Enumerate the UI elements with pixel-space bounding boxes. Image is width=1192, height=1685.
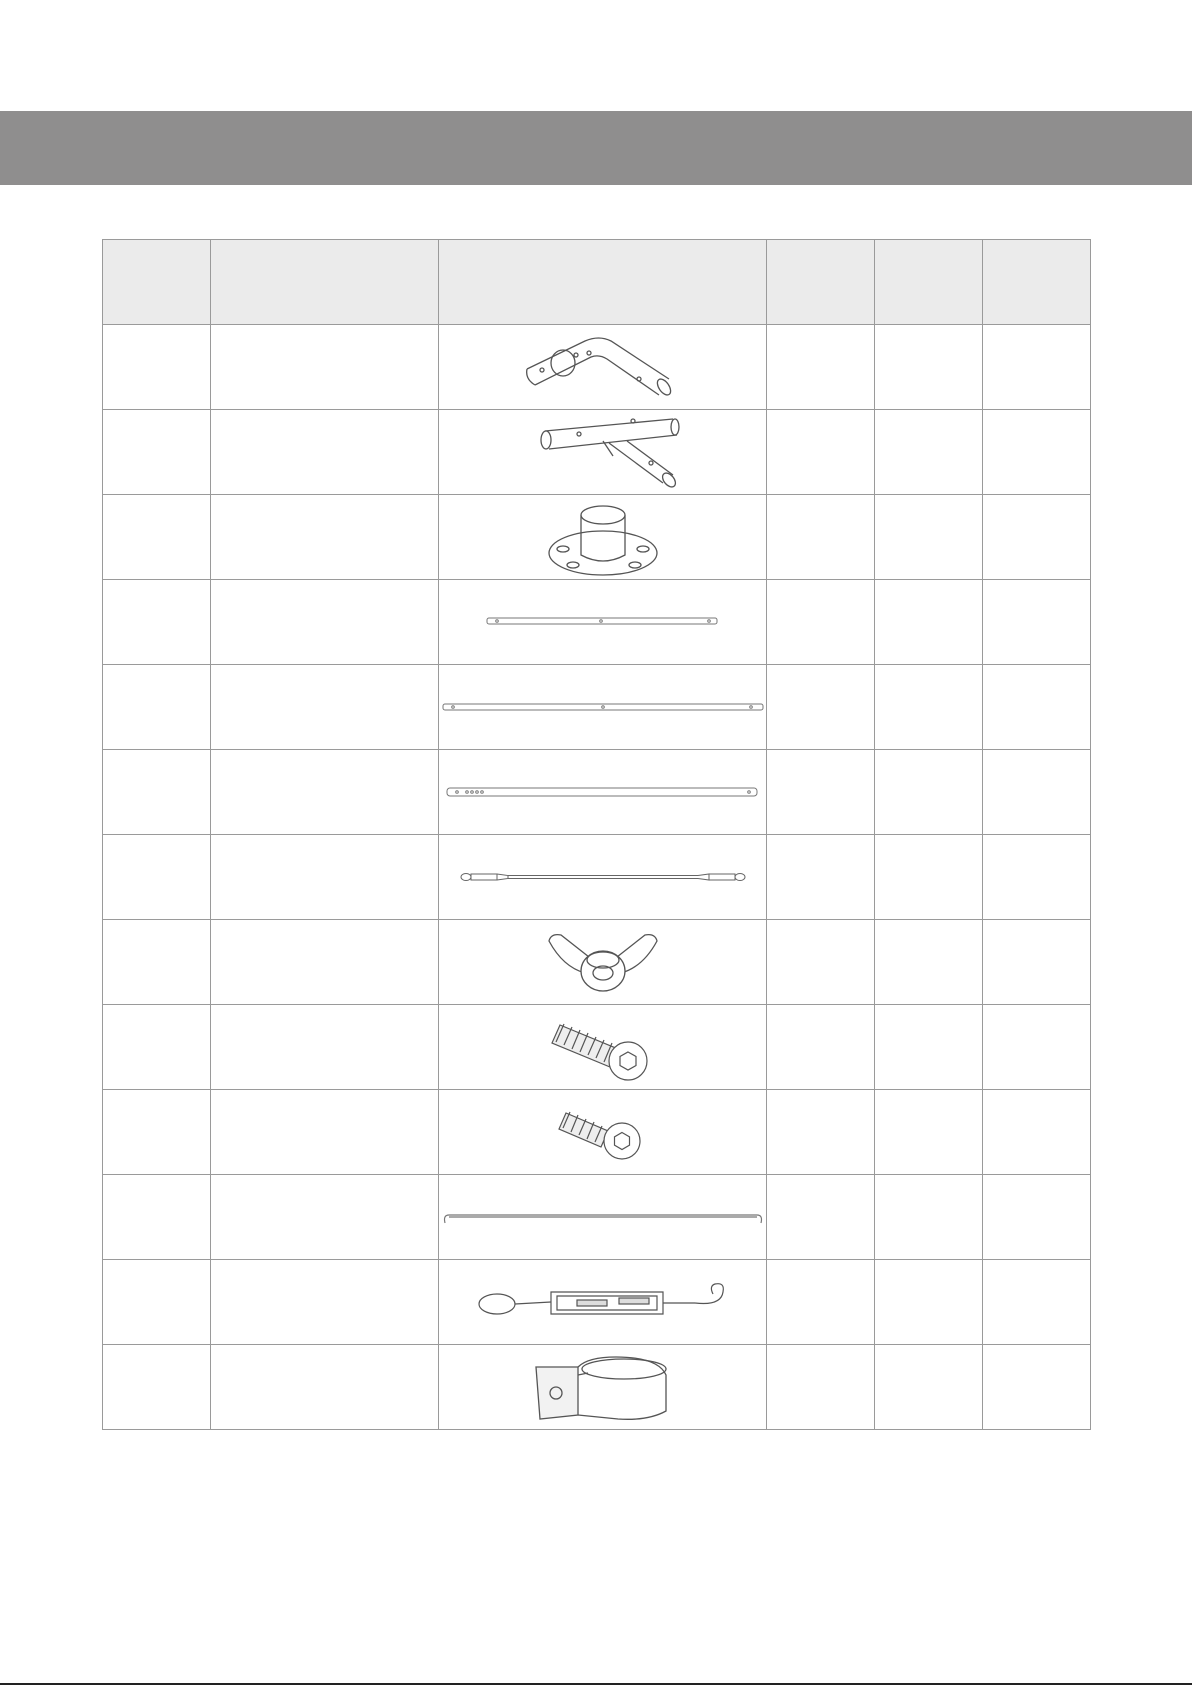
cell-col-5 bbox=[875, 1260, 983, 1345]
pipe-clamp-icon bbox=[528, 1349, 678, 1425]
cell-number bbox=[103, 325, 211, 410]
cell-number bbox=[103, 1345, 211, 1430]
table-row bbox=[103, 835, 1091, 920]
parts-table bbox=[102, 239, 1091, 1430]
cell-description bbox=[211, 1175, 439, 1260]
wing-nut-icon bbox=[543, 927, 663, 997]
table-header-row bbox=[103, 240, 1091, 325]
cell-description bbox=[211, 410, 439, 495]
table-row bbox=[103, 495, 1091, 580]
cell-col-5 bbox=[875, 920, 983, 1005]
cell-col-6 bbox=[983, 1175, 1091, 1260]
cell-col-4 bbox=[767, 495, 875, 580]
cell-col-5 bbox=[875, 1005, 983, 1090]
cell-col-5 bbox=[875, 410, 983, 495]
cell-col-6 bbox=[983, 835, 1091, 920]
header-cell-2 bbox=[211, 240, 439, 325]
cell-col-4 bbox=[767, 750, 875, 835]
cell-col-6 bbox=[983, 325, 1091, 410]
cell-number bbox=[103, 920, 211, 1005]
cell-description bbox=[211, 750, 439, 835]
cell-description bbox=[211, 1345, 439, 1430]
cell-image bbox=[439, 835, 767, 920]
cell-number bbox=[103, 665, 211, 750]
cell-description bbox=[211, 920, 439, 1005]
cell-col-4 bbox=[767, 1260, 875, 1345]
cell-col-6 bbox=[983, 1260, 1091, 1345]
turnbuckle-icon bbox=[473, 1272, 733, 1332]
cell-description bbox=[211, 835, 439, 920]
cell-image bbox=[439, 1090, 767, 1175]
cell-col-5 bbox=[875, 750, 983, 835]
table-row bbox=[103, 665, 1091, 750]
cell-image bbox=[439, 665, 767, 750]
header-cell-3 bbox=[439, 240, 767, 325]
cell-description bbox=[211, 580, 439, 665]
cell-col-6 bbox=[983, 1345, 1091, 1430]
cell-col-4 bbox=[767, 835, 875, 920]
table-row bbox=[103, 1260, 1091, 1345]
cell-number bbox=[103, 750, 211, 835]
table-row bbox=[103, 1005, 1091, 1090]
short-hex-socket-bolt-icon bbox=[556, 1101, 650, 1163]
hook-rod-icon bbox=[441, 1205, 765, 1229]
long-tube-icon bbox=[441, 697, 765, 717]
cell-number bbox=[103, 1005, 211, 1090]
cell-col-4 bbox=[767, 325, 875, 410]
cell-col-5 bbox=[875, 835, 983, 920]
corner-elbow-connector-icon bbox=[513, 327, 693, 407]
cell-description bbox=[211, 665, 439, 750]
cell-image bbox=[439, 920, 767, 1005]
cell-col-4 bbox=[767, 1345, 875, 1430]
cell-image bbox=[439, 580, 767, 665]
cell-col-5 bbox=[875, 495, 983, 580]
t-joint-connector-icon bbox=[513, 411, 693, 493]
table-row bbox=[103, 580, 1091, 665]
cell-image bbox=[439, 325, 767, 410]
cell-number bbox=[103, 1175, 211, 1260]
short-tube-icon bbox=[483, 612, 723, 632]
cell-description bbox=[211, 1260, 439, 1345]
table-row bbox=[103, 1175, 1091, 1260]
cell-number bbox=[103, 580, 211, 665]
cell-col-4 bbox=[767, 1090, 875, 1175]
cell-col-6 bbox=[983, 1005, 1091, 1090]
cell-col-6 bbox=[983, 920, 1091, 1005]
cell-col-5 bbox=[875, 580, 983, 665]
table-row bbox=[103, 750, 1091, 835]
cell-number bbox=[103, 835, 211, 920]
cell-number bbox=[103, 495, 211, 580]
header-cell-4 bbox=[767, 240, 875, 325]
cell-image bbox=[439, 495, 767, 580]
cell-image bbox=[439, 1260, 767, 1345]
table-row bbox=[103, 410, 1091, 495]
cell-col-5 bbox=[875, 1345, 983, 1430]
cell-col-4 bbox=[767, 920, 875, 1005]
cell-image bbox=[439, 1005, 767, 1090]
cell-col-6 bbox=[983, 665, 1091, 750]
table-row bbox=[103, 325, 1091, 410]
header-cell-5 bbox=[875, 240, 983, 325]
cell-col-6 bbox=[983, 495, 1091, 580]
cell-number bbox=[103, 1090, 211, 1175]
cell-col-6 bbox=[983, 1090, 1091, 1175]
cell-col-6 bbox=[983, 750, 1091, 835]
long-hex-socket-bolt-icon bbox=[548, 1011, 658, 1083]
cell-description bbox=[211, 325, 439, 410]
cell-description bbox=[211, 495, 439, 580]
table-row bbox=[103, 920, 1091, 1005]
cell-col-4 bbox=[767, 665, 875, 750]
cell-col-4 bbox=[767, 580, 875, 665]
cell-image bbox=[439, 750, 767, 835]
table-row bbox=[103, 1090, 1091, 1175]
cell-col-6 bbox=[983, 410, 1091, 495]
cell-col-5 bbox=[875, 1090, 983, 1175]
cell-col-5 bbox=[875, 665, 983, 750]
cell-col-4 bbox=[767, 410, 875, 495]
tension-rod-icon bbox=[458, 865, 748, 889]
cell-description bbox=[211, 1090, 439, 1175]
cell-description bbox=[211, 1005, 439, 1090]
header-cell-1 bbox=[103, 240, 211, 325]
cell-col-4 bbox=[767, 1005, 875, 1090]
header-cell-6 bbox=[983, 240, 1091, 325]
cell-number bbox=[103, 410, 211, 495]
title-band bbox=[0, 111, 1192, 185]
cell-col-6 bbox=[983, 580, 1091, 665]
base-flange-plate-icon bbox=[543, 495, 663, 579]
cell-number bbox=[103, 1260, 211, 1345]
tube-with-holes-icon bbox=[445, 782, 761, 802]
cell-image bbox=[439, 410, 767, 495]
cell-image bbox=[439, 1345, 767, 1430]
cell-col-4 bbox=[767, 1175, 875, 1260]
table-row bbox=[103, 1345, 1091, 1430]
cell-col-5 bbox=[875, 1175, 983, 1260]
cell-image bbox=[439, 1175, 767, 1260]
cell-col-5 bbox=[875, 325, 983, 410]
